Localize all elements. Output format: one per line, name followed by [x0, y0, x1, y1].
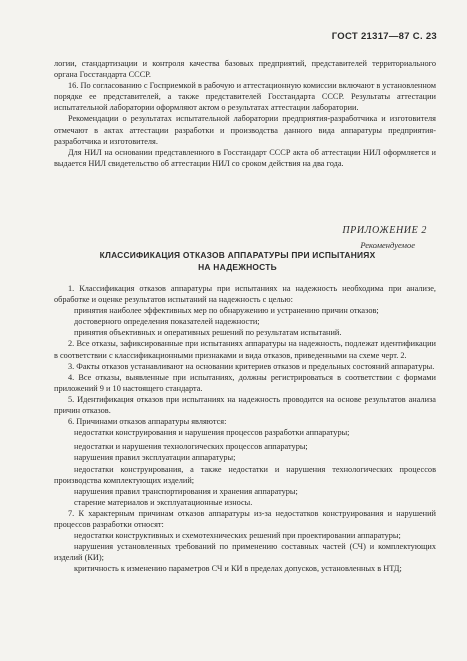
- paragraph: нарушения установленных требований по применению составных частей (СЧ) и комплектующих изделий (КИ);: [54, 542, 436, 563]
- paragraph: принятия наиболее эффективных мер по обнаружению и устранению причин отказов;: [74, 306, 379, 316]
- paragraph: 2. Все отказы, зафиксированные при испытаниях аппаратуры на надежность, подлежат идентификации в соответствии с классификационными признаками и вида отказов, приведенными на схеме черт. 2.: [54, 339, 436, 360]
- paragraph: принятия объективных и оперативных решений по результатам испытаний.: [74, 328, 342, 338]
- appendix-note: Рекомендуемое: [360, 240, 415, 250]
- appendix-label: ПРИЛОЖЕНИЕ 2: [342, 225, 427, 236]
- paragraph: нарушения правил транспортирования и хранения аппаратуры;: [74, 486, 298, 496]
- paragraph: Для НИЛ на основании представленного в Госстандарт СССР акта об аттестации НИЛ оформляется и выдается НИЛ свидетельство об аттестации НИЛ со сроком действия на два года.: [54, 147, 436, 168]
- paragraph: критичность к изменению параметров СЧ и КИ в пределах допусков, установленных в НТД;: [74, 564, 402, 574]
- page-header: ГОСТ 21317—87 С. 23: [331, 31, 437, 42]
- paragraph: недостатки конструирования, а также недостатки и нарушения технологических процессов производства комплектующих изделий;: [54, 464, 436, 485]
- top-text-block: [54, 58, 436, 169]
- paragraph: 3. Факты отказов устанавливают на основании критериев отказов и предельных состояний аппаратуры.: [68, 361, 435, 371]
- paragraph: 6. Причинами отказов аппаратуры являются:: [68, 417, 227, 427]
- paragraph: нарушения правил эксплуатации аппаратуры;: [74, 453, 236, 463]
- paragraph: 7. К характерным причинам отказов аппаратуры из-за недостатков конструирования и нарушений процессов разработки относят:: [54, 508, 436, 529]
- section-title-line1: КЛАССИФИКАЦИЯ ОТКАЗОВ АППАРАТУРЫ ПРИ ИСПЫТАНИЯХ: [99, 250, 376, 260]
- paragraph: 1. Классификация отказов аппаратуры при испытаниях на надежность необходима при анализе, обработке и оценке результатов испытаний на надежность с целью:: [54, 284, 436, 305]
- paragraph: недостатки конструирования и нарушения процессов разработки аппаратуры;: [74, 428, 350, 438]
- paragraph: 5. Идентификация отказов при испытаниях на надежность проводится на основе результатов анализа причин отказов.: [54, 394, 436, 416]
- section-title-line2: НА НАДЕЖНОСТЬ: [198, 261, 277, 272]
- main-text-block: [54, 283, 436, 574]
- paragraph: достоверного определения показателей надежности;: [74, 317, 260, 327]
- paragraph: недостатки и нарушения технологических процессов аппаратуры;: [74, 442, 308, 452]
- paragraph: 4. Все отказы, выявленные при испытаниях, должны регистрироваться в соответствии с формами приложений 9 и 10 настоящего стандарта.: [54, 372, 436, 393]
- paragraph: Рекомендации о результатах испытательной лаборатории предприятия-разработчика и изготовителя отмечают в актах аттестации разработки и производства данного вида аппаратуры предприятия-разработчика и изготовителя.: [54, 114, 436, 146]
- paragraph: 16. По согласованию с Госприемкой в рабочую и аттестационную комиссии включают в установленном порядке ее представителей, а также представителей Госстандарта СССР. Результаты аттестации испытательной лаборатории оформляют актом о результатах аттестации лаборатории.: [54, 81, 436, 113]
- paragraph: логии, стандартизации и контроля качества базовых предприятий, представителей территориального органа Госстандарта СССР.: [54, 59, 436, 80]
- paragraph: недостатки конструктивных и схемотехнических решений при проектировании аппаратуры;: [74, 531, 401, 541]
- paragraph: старение материалов и эксплуатационные износы.: [74, 497, 253, 507]
- section-title: [60, 250, 415, 273]
